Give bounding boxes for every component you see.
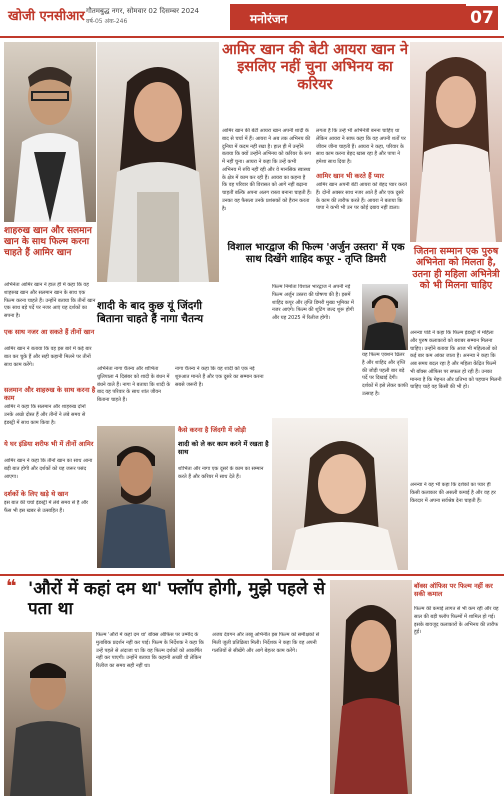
right-body2: अनन्या ने यह भी कहा कि दर्शकों का प्यार ही किसी कलाकार की असली कमाई है और वह हर किरदार में अपना सर्वश्रेष्ठ देना चाहती हैं। [410,482,496,504]
left-sub4: दर्शकों के लिए खड़े थे खान [4,490,69,498]
vishal-headline: विशाल भारद्वाज की फिल्म 'अर्जुन उस्तरा' में एक साथ दिखेंगे शाहिद कपूर - तृप्ति डिमरी [227,242,405,265]
bottom-body-col1: फिल्म 'औरों में कहां दम था' बॉक्स ऑफिस पर उम्मीद के मुताबिक प्रदर्शन नहीं कर पाई। फिल्म के निर्देशक ने कहा कि उन्हें पहले से अंदाजा था कि यह फिल्म दर्शकों को आकर्षित नहीं कर पाएगी। उन्होंने बताया कि कहानी अच्छी थी लेकिन रिलीज का समय सही नहीं था। [96,632,204,669]
film-still-photo [4,632,92,796]
edition-note: वर्ष-05 अंक-246 [86,18,128,25]
lead-headline: आमिर खान की बेटी आयरा खान ने इसलिए नहीं चुना अभिनय का करियर [222,42,408,93]
lead-body-col2b: आमिर खान अपनी बेटी आयरा को बेहद प्यार करते हैं। दोनों अक्सर साथ नजर आते हैं और एक दूसरे के काम की तारीफ करते हैं। आयरा ने बताया कि पापा ने कभी भी उन पर कोई दबाव नहीं डाला। [316,182,407,212]
lead-subhead: आमिर खान भी करते हैं प्यार [316,172,384,180]
right-body: अनन्या पांडे ने कहा कि फिल्म इंडस्ट्री में महिला और पुरुष कलाकारों को बराबर सम्मान मिलना चाहिए। उन्होंने बताया कि आज भी महिलाओं को कई बार कम आंका जाता है। अनन्या ने कहा कि अब समय बदल रहा है और महिला केंद्रित फिल्में भी बॉक्स ऑफिस पर सफल हो रही हैं। उनका मानना है कि मेहनत और प्रतिभा को पहचान मिलनी चाहिए चाहे वह किसी की भी हो। [410,330,502,391]
left-headline: शाहरुख खान और सलमान खान के साथ फिल्म करना चाहते हैं आमिर खान [4,226,92,258]
bottom-headline: 'औरों में कहां दम था' फ्लॉप होगी, मुझे पहले से पता था [28,579,326,619]
page-number: 07 [466,6,498,30]
left-sub2: सलमान और शाहरुख के साथ करना है काम [4,386,96,403]
quote-mark-icon: ❝ [6,576,17,597]
naga-chaitanya-photo [97,426,175,568]
section-title: मनोरंजन [250,12,288,26]
newspaper-logo: खोजी एनसीआर [8,9,85,24]
left-sub1: एक साथ नजर आ सकते हैं तीनों खान [4,328,95,336]
naga-body: अभिनेता नागा चैतन्य और शोभिता धुलिपाला 4 दिसंबर को शादी के बंधन में बंधने वाले हैं। नागा ने बताया कि शादी के बाद वह परिवार के साथ शांत जीवन बिताना चाहते हैं। [97,366,171,403]
naga-body3: शोभिता और नागा एक दूसरे के काम का सम्मान करते हैं और करियर में साथ देते हैं। [178,466,264,480]
tripti-dimri-photo [272,418,408,570]
bottom-body-col3: फिल्म की कमाई लागत से भी कम रही और यह साल की बड़ी फ्लॉप फिल्मों में शामिल हो गई। इसके बावजूद कलाकारों के अभिनय की तारीफ हुई। [414,606,499,636]
left-body3: आमिर ने कहा कि सलमान और शाहरुख दोनों उनके अच्छे दोस्त हैं और तीनों ने लंबे समय से इंडस्ट्री में साथ काम किया है। [4,404,86,426]
bottom-divider [0,574,504,576]
lead-body-col2: लगता है कि उन्हें भी अभिनेत्री बनना चाहिए था लेकिन आयरा ने साफ कहा कि वह अपनी शर्तों पर जीवन जीना चाहती हैं। आयरा ने कहा, परिवार के साथ काम करना बेहद खास रहा है और पापा ने हमेशा साथ दिया है। [316,128,406,165]
left-body2: आमिर खान ने बताया कि वह इस बारे में कई बार बात कर चुके हैं और सही कहानी मिलने पर तीनों साथ काम करेंगे। [4,346,92,368]
vishal-body: फिल्म निर्माता विशाल भारद्वाज ने अपनी नई फिल्म अर्जुन उस्तरा की घोषणा की है। इसमें शाहिद कपूर और तृप्ति डिमरी मुख्य भूमिका में नजर आएंगे। फिल्म की शूटिंग जल्द शुरू होगी और यह 2025 में रिलीज होगी। [272,284,354,321]
naga-subhead2: शादी को ले कर काम करने में रखता है साथ [178,440,269,457]
aamir-khan-photo [4,42,96,222]
actress-photo [330,580,412,794]
left-sub3: ये घर इंडिया शरीफ भी में तीनों आमिर [4,440,94,448]
naga-subhead: कैसे करना है जिंदगी में जोड़ी [178,426,246,434]
ananya-panday-photo [410,42,502,242]
right-headline: जितना सम्मान एक पुरुष अभिनेता को मिलता है, उतना ही महिला अभिनेत्री को भी मिलना चाहिए [412,246,500,292]
ira-khan-photo [97,42,219,282]
naga-headline: शादी के बाद कुछ यूं जिंदगी बिताना चाहते हैं नागा चैतन्य [97,300,204,325]
naga-body-right: नागा चैतन्य ने कहा कि वह शादी को एक नई शुरुआत मानते हैं और एक दूसरे का सम्मान करना सबसे जरूरी है। [175,366,264,388]
masthead [0,0,504,38]
vishal-body2: यह फिल्म एक्शन थ्रिलर है और शाहिद और तृप्ति की जोड़ी पहली बार बड़े पर्दे पर दिखाई देगी। दर्शकों में इसे लेकर काफी उत्साह है। [362,352,408,397]
left-body: अभिनेता आमिर खान ने हाल ही में कहा कि वह शाहरुख खान और सलमान खान के साथ एक फिल्म करना चाहते हैं। उन्होंने बताया कि तीनों खान एक साथ बड़े पर्दे पर नजर आएं यह दर्शकों का सपना है। [4,282,96,319]
bottom-body-col2: अजय देवगन और तब्बू अभिनीत इस फिल्म को समीक्षकों से मिली जुली प्रतिक्रिया मिली। निर्देशक ने कहा कि वह अपनी गलतियों से सीखेंगे और आगे बेहतर काम करेंगे। [212,632,320,654]
shahid-kapoor-photo [362,284,408,350]
bottom-subhead: बॉक्स ऑफिस पर फिल्म नहीं कर सकी कमाल [414,582,493,599]
left-body4: आमिर खान ने कहा कि तीनों खान का साथ आना बड़ी बात होगी और दर्शकों को यह जरूर पसंद आएगा। [4,458,93,480]
dateline: गौतमबुद्ध नगर, सोमवार 02 दिसम्बर 2024 [86,7,199,15]
left-body5: इस बात की चर्चा इंडस्ट्री में लंबे समय से है और फैंस भी इस खबर से उत्साहित हैं। [4,500,89,514]
section-band [230,4,466,30]
lead-body-col1: आमिर खान की बेटी आयरा खान अपनी शादी के बाद से चर्चा में हैं। आयरा ने अब तक अभिनय की दुनिया में कदम नहीं रखा है। हाल ही में उन्होंने बताया कि क्यों उन्होंने अभिनय को करियर के रूप में नहीं चुना। आयरा ने कहा कि उन्हें कभी अभिनय में रुचि नहीं रही और वे मानसिक स्वास्थ्य के क्षेत्र में काम कर रही हैं। आयरा का कहना है कि वह परिवार की विरासत को आगे नहीं बढ़ाना चाहतीं बल्कि अपना अलग रास्ता बनाना चाहती हैं। उनका यह फैसला उनके प्रशंसकों को हैरान करता है। [222,128,312,212]
